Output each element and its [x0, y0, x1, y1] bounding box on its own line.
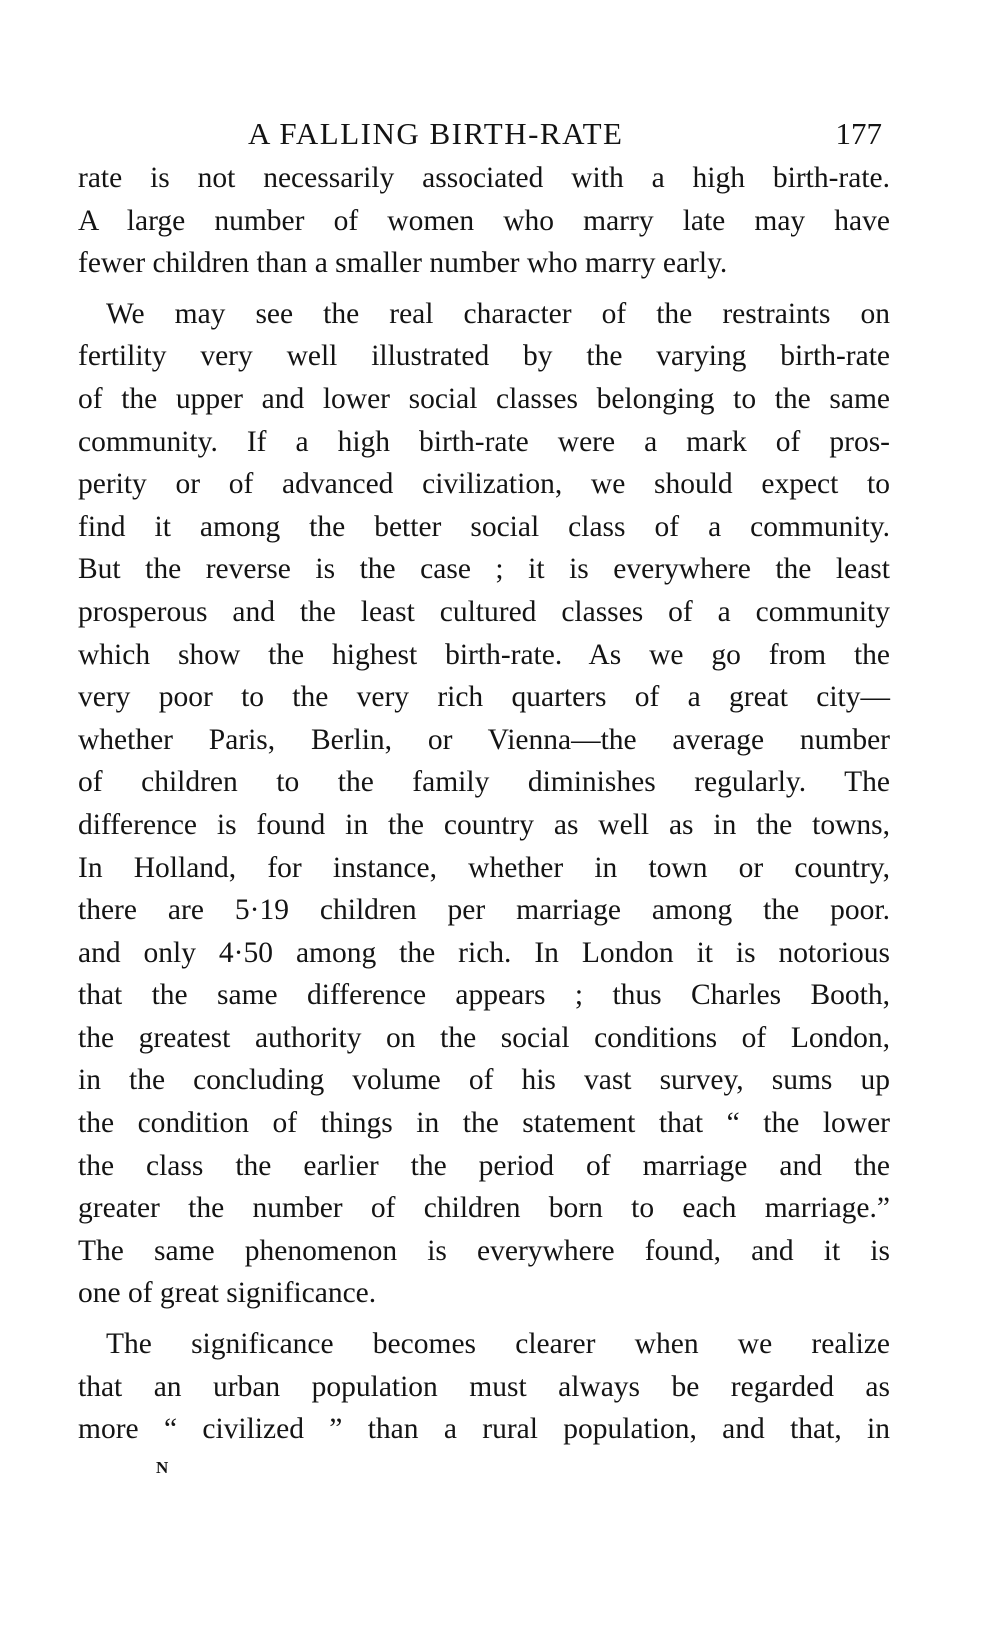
text-line: of children to the family diminishes regularly. The [78, 766, 890, 799]
text-line: In Holland, for instance, whether in town or country, [78, 851, 890, 884]
text-line: The same phenomenon is everywhere found, and it is [78, 1234, 890, 1267]
running-title: A FALLING BIRTH-RATE [248, 116, 624, 151]
text-line: one of great significance. [78, 1277, 377, 1310]
text-line: which show the highest birth-rate. As we go from the [78, 638, 890, 671]
text-line: The significance becomes clearer when we realize [106, 1328, 890, 1361]
text-line: of the upper and lower social classes belonging to the same [78, 382, 890, 415]
text-line: We may see the real character of the restraints on [106, 297, 890, 330]
text-line: whether Paris, Berlin, or Vienna—the average number [78, 723, 890, 756]
text-line: more “ civilized ” than a rural population, and that, in [78, 1413, 890, 1446]
paragraph-2 [78, 293, 890, 1315]
paragraph-gap [78, 1315, 890, 1323]
running-head [78, 112, 890, 156]
text-line: there are 5·19 children per marriage among the poor. [78, 894, 890, 927]
text-line: greater the number of children born to each marriage.” [78, 1192, 890, 1225]
text-line: find it among the better social class of a community. [78, 510, 890, 543]
text-line: A large number of women who marry late may have [78, 204, 890, 237]
text-line: that an urban population must always be regarded as [78, 1370, 890, 1403]
text-line: the greatest authority on the social conditions of London, [78, 1021, 890, 1054]
text-line: rate is not necessarily associated with a high birth-rate. [78, 162, 890, 194]
paragraph-gap [78, 285, 890, 293]
text-line: community. If a high birth-rate were a mark of pros- [78, 425, 890, 458]
text-line: fewer children than a smaller number who marry early. [78, 247, 728, 280]
body-text [78, 157, 890, 1451]
text-line: prosperous and the least cultured classes of a community [78, 595, 890, 628]
page-number: 177 [835, 116, 882, 151]
text-line: difference is found in the country as well as in the towns, [78, 808, 890, 841]
text-line: in the concluding volume of his vast survey, sums up [78, 1064, 890, 1097]
text-line: the condition of things in the statement that “ the lower [78, 1107, 890, 1140]
text-line: fertility very well illustrated by the varying birth-rate [78, 340, 890, 373]
text-line: very poor to the very rich quarters of a great city— [78, 681, 890, 714]
text-line: But the reverse is the case ; it is everywhere the least [78, 553, 890, 586]
text-line: and only 4·50 among the rich. In London it is notorious [78, 936, 890, 969]
signature-mark: N [156, 1458, 170, 1477]
paragraph-3 [78, 1323, 890, 1451]
text-line: that the same difference appears ; thus Charles Booth, [78, 979, 890, 1012]
text-line: perity or of advanced civilization, we should expect to [78, 468, 890, 501]
text-line: the class the earlier the period of marriage and the [78, 1149, 890, 1182]
paragraph-1 [78, 157, 890, 285]
